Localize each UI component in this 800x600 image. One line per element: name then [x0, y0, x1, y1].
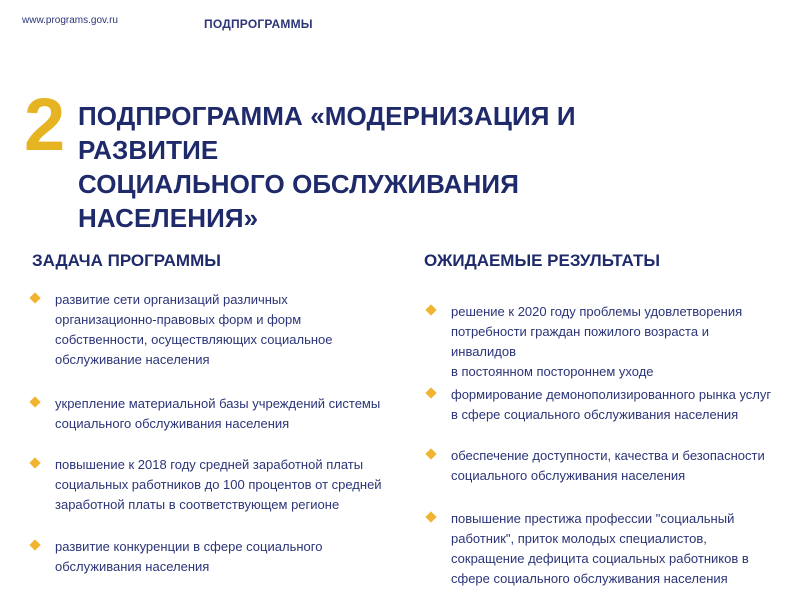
task-item	[28, 455, 393, 515]
task-item-line: развитие сети организаций различных	[55, 292, 288, 307]
task-item-line: укрепление материальной базы учреждений системы	[55, 396, 381, 411]
diamond-bullet-icon	[425, 387, 436, 398]
task-item-line: социального обслуживания населения	[55, 416, 290, 431]
diamond-bullet-icon	[29, 457, 40, 468]
diamond-bullet-icon	[29, 539, 40, 550]
result-item-text	[451, 509, 749, 589]
task-item	[28, 537, 393, 577]
result-item-line: формирование демонополизированного рынка услуг	[451, 387, 772, 402]
task-item-line: собственности, осуществляющих социальное	[55, 332, 333, 347]
diamond-bullet-icon	[425, 448, 436, 459]
result-item-line: повышение престижа профессии "социальный	[451, 511, 735, 526]
diamond-bullet-icon	[425, 511, 436, 522]
program-title-line-1: ПОДПРОГРАММА «МОДЕРНИЗАЦИЯ И РАЗВИТИЕ	[78, 101, 576, 165]
result-item-line: потребности граждан пожилого возраста и инвалидов	[451, 324, 709, 359]
diamond-bullet-icon	[29, 396, 40, 407]
result-item-line: работник", приток молодых специалистов,	[451, 531, 707, 546]
result-item	[424, 509, 774, 589]
task-item	[28, 394, 393, 434]
program-title	[78, 99, 678, 235]
result-item-text	[451, 385, 771, 425]
task-item-text	[55, 537, 322, 577]
result-item	[424, 446, 774, 486]
tasks-heading: ЗАДАЧА ПРОГРАММЫ	[32, 251, 221, 270]
results-heading: ОЖИДАЕМЫЕ РЕЗУЛЬТАТЫ	[424, 251, 660, 270]
result-item-line: в сфере социального обслуживания населения	[451, 407, 739, 422]
task-item-line: повышение к 2018 году средней заработной платы	[55, 457, 364, 472]
result-item-text	[451, 446, 765, 486]
task-item-line: социальных работников до 100 процентов от средней	[55, 477, 382, 492]
task-item-text	[55, 394, 380, 434]
program-number: 2	[24, 83, 66, 166]
program-title-line-2: СОЦИАЛЬНОГО ОБСЛУЖИВАНИЯ НАСЕЛЕНИЯ»	[78, 169, 520, 233]
site-url: www.programs.gov.ru	[22, 15, 118, 26]
result-item-line: обеспечение доступности, качества и безопасности	[451, 448, 765, 463]
result-item-line: социального обслуживания населения	[451, 468, 686, 483]
result-item-line: в постоянном постороннем уходе	[451, 364, 654, 379]
diamond-bullet-icon	[425, 304, 436, 315]
result-item	[424, 302, 774, 382]
result-item-line: сфере социального обслуживания населения	[451, 571, 728, 586]
section-label: ПОДПРОГРАММЫ	[204, 17, 313, 31]
result-item-line: решение к 2020 году проблемы удовлетворения	[451, 304, 743, 319]
task-item-line: заработной платы в соответствующем регионе	[55, 497, 340, 512]
diamond-bullet-icon	[29, 292, 40, 303]
task-item-text	[55, 290, 332, 370]
task-item-text	[55, 455, 382, 515]
task-item-line: обслуживание населения	[55, 352, 210, 367]
task-item-line: развитие конкуренции в сфере социального	[55, 539, 323, 554]
result-item-text	[451, 302, 774, 382]
result-item	[424, 385, 774, 425]
task-item-line: организационно-правовых форм и форм	[55, 312, 302, 327]
task-item-line: обслуживания населения	[55, 559, 210, 574]
result-item-line: сокращение дефицита социальных работников в	[451, 551, 749, 566]
task-item	[28, 290, 393, 370]
